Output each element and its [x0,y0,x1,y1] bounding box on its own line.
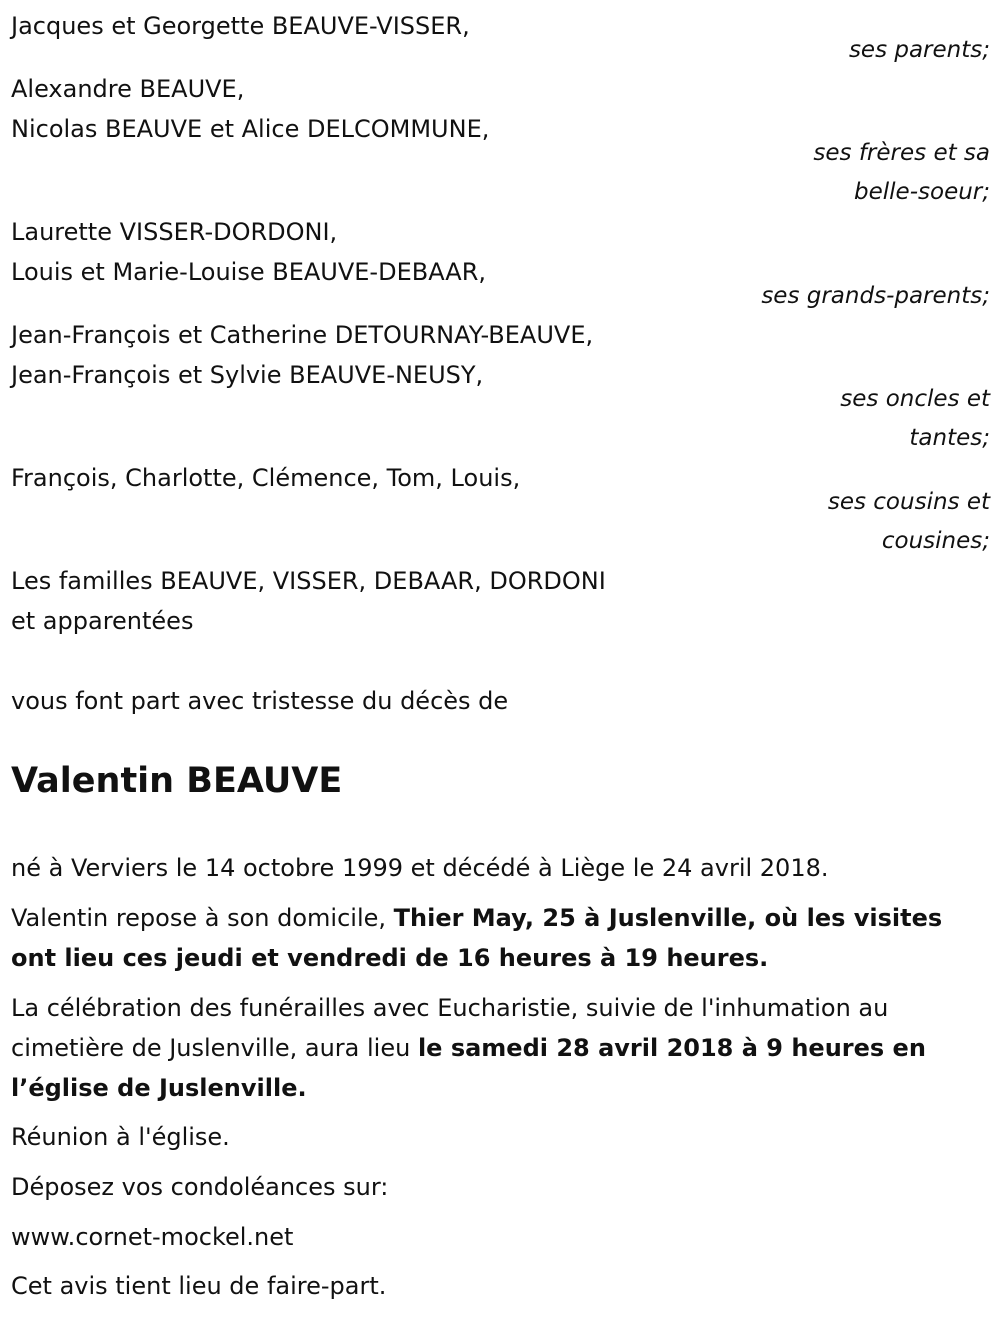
siblings-relation-line-1: ses frères et sa [813,140,990,166]
grandparent-name-1: Laurette VISSER-DORDONI, [11,218,338,246]
sibling-name-2: Nicolas BEAUVE et Alice DELCOMMUNE, [11,115,490,143]
birth-death-text: né à Verviers le 14 octobre 1999 et décédé à Liège le 24 avril 2018. [11,854,829,882]
uncle-aunt-name-2: Jean-François et Sylvie BEAUVE-NEUSY, [11,361,484,389]
grandparent-name-2: Louis et Marie-Louise BEAUVE-DEBAAR, [11,258,487,286]
uncles-aunts-relation-line-1: ses oncles et [840,386,990,412]
funeral-details: le samedi 28 avril 2018 à 9 heures en l’église de Juslenville. [11,1034,926,1102]
parents-name: Jacques et Georgette BEAUVE-VISSER, [11,12,470,40]
resting-details: Thier May, 25 à Juslenville, où les visites ont lieu ces jeudi et vendredi de 16 heures à 19 heures. [11,904,943,972]
website-text: www.cornet-mockel.net [11,1223,294,1251]
death-notice [11,0,990,1321]
families-line-2: et apparentées [11,607,194,635]
deceased-name: Valentin BEAUVE [11,761,343,801]
closing-text: Cet avis tient lieu de faire-part. [11,1272,387,1300]
funeral-prefix: La célébration des funérailles avec Eucharistie, suivie de l'inhumation au cimetière de Juslenville, aura lieu [11,994,889,1062]
uncle-aunt-name-1: Jean-François et Catherine DETOURNAY-BEAUVE, [11,321,594,349]
cousins-names: François, Charlotte, Clémence, Tom, Louis, [11,464,521,492]
families-line-1: Les familles BEAUVE, VISSER, DEBAAR, DORDONI [11,567,606,595]
announcement-text: vous font part avec tristesse du décès de [11,687,509,715]
resting-paragraph [11,898,990,978]
condolences-label: Déposez vos condoléances sur: [11,1173,389,1201]
cousins-relation-line-1: ses cousins et [827,489,990,515]
sibling-name-1: Alexandre BEAUVE, [11,75,245,103]
grandparents-relation: ses grands-parents; [761,283,990,309]
uncles-aunts-relation-line-2: tantes; [909,425,990,451]
parents-relation: ses parents; [848,37,990,63]
reunion-text: Réunion à l'église. [11,1123,230,1151]
siblings-relation-line-2: belle-soeur; [854,179,990,205]
funeral-paragraph [11,988,990,1108]
resting-prefix: Valentin repose à son domicile, [11,904,394,932]
cousins-relation-line-2: cousines; [881,528,990,554]
